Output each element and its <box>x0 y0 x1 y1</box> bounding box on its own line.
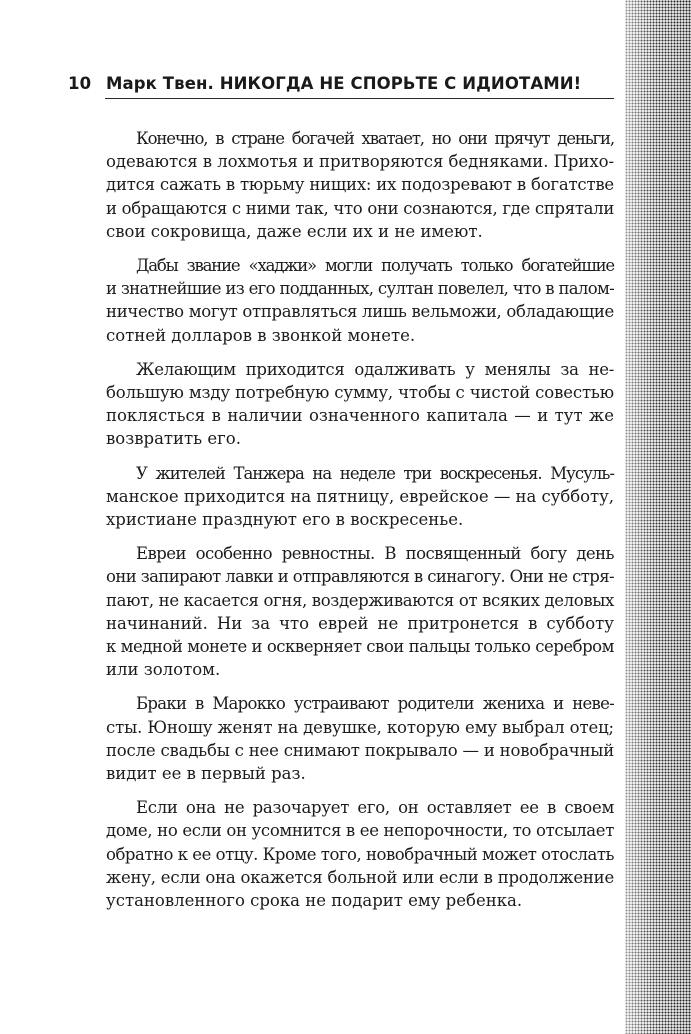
text-line: обратно к ее отцу. Кроме того, новобрачный может отослать <box>106 844 614 864</box>
text-line: дится сажать в тюрьму нищих: их подозревают в богатстве <box>106 175 614 195</box>
text-line: Желающим приходится одалживать у менялы за не- <box>136 359 614 379</box>
text-line: после свадьбы с нее снимают покрывало — и новобрачный <box>106 740 614 760</box>
text-line: большую мзду потребную сумму, чтобы с чистой совестью <box>106 383 614 403</box>
paragraph <box>106 127 614 243</box>
text-line: сотней долларов в звонкой монете. <box>106 325 416 345</box>
text-line: У жителей Танжера на неделе три воскресенья. Мусуль- <box>136 463 614 483</box>
text-line: доме, но если он усомнится в ее непорочности, то отсылает <box>106 821 614 841</box>
text-line: ничество могут отправляться лишь вельможи, обладающие <box>106 302 614 322</box>
text-line: Браки в Марокко устраивают родители жениха и неве- <box>136 694 614 714</box>
text-line: Евреи особенно ревностны. В посвященный богу день <box>136 544 614 564</box>
paragraph <box>106 542 614 681</box>
text-line: Дабы звание «хаджи» могли получать только богатейшие <box>136 256 614 276</box>
text-line: и знатнейшие из его подданных, султан повелел, что в палом- <box>106 279 614 299</box>
body-text <box>106 127 614 923</box>
text-line: установленного срока не подарит ему ребенка. <box>106 891 523 911</box>
text-line: христиане празднуют его в воскресенье. <box>106 510 464 530</box>
text-line: свои сокровища, даже если их и не имеют. <box>106 221 483 241</box>
running-title: Марк Твен. НИКОГДА НЕ СПОРЬТЕ С ИДИОТАМИ! <box>106 74 582 93</box>
text-line: манское приходится на пятницу, еврейское — на субботу, <box>106 486 614 506</box>
text-line: и обращаются с ними так, что они сознаются, где спрятали <box>106 198 614 218</box>
text-line: пают, не касается огня, воздерживаются от всяких деловых <box>106 590 614 610</box>
text-line: видит ее в первый раз. <box>106 764 306 784</box>
text-line: сты. Юношу женят на девушке, которую ему выбрал отец; <box>106 717 614 737</box>
paragraph <box>106 254 614 347</box>
running-header <box>68 74 614 96</box>
text-line: к медной монете и оскверняет свои пальцы только серебром <box>106 637 614 657</box>
text-line: они запирают лавки и отправляются в синагогу. Они не стря- <box>106 567 614 587</box>
paragraph <box>106 462 614 532</box>
paragraph <box>106 692 614 785</box>
text-line: одеваются в лохмотья и притворяются бедняками. Прихо- <box>106 152 614 172</box>
text-line: поклясться в наличии означенного капитала — и тут же <box>106 406 614 426</box>
text-line: Конечно, в стране богачей хватает, но они прячут деньги, <box>136 129 614 148</box>
text-line: жену, если она окажется больной или если в продолжение <box>106 867 614 887</box>
paragraph <box>106 796 614 912</box>
page-number: 10 <box>68 74 92 93</box>
text-line: начинаний. Ни за что еврей не притронется в субботу <box>106 613 614 633</box>
header-rule <box>105 98 614 99</box>
text-line: возвратить его. <box>106 429 241 449</box>
paragraph <box>106 358 614 451</box>
text-line: или золотом. <box>106 660 221 680</box>
text-line: Если она не разочарует его, он оставляет ее в своем <box>136 798 614 818</box>
page-edge-shading <box>625 0 691 1034</box>
